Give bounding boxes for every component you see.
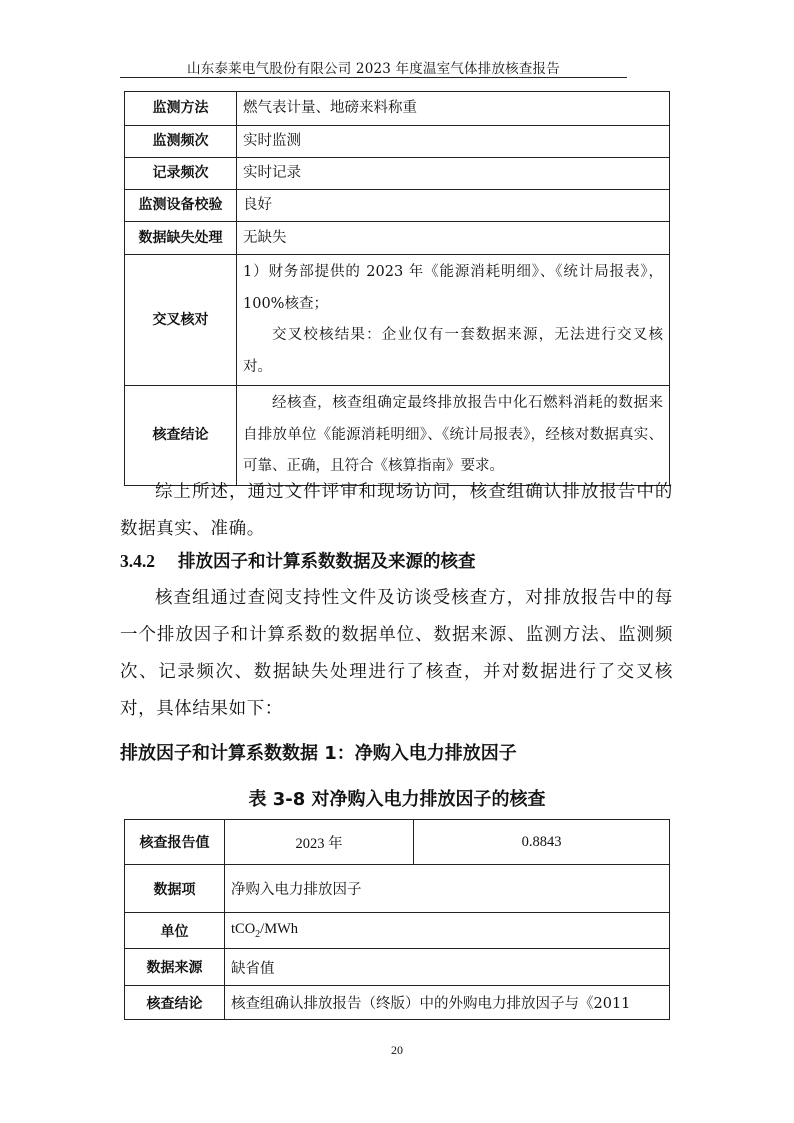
unit-subscript: 2: [255, 928, 261, 940]
table-row: [125, 820, 670, 865]
row-key: 监测设备校验: [125, 190, 237, 222]
table-row: [125, 949, 670, 986]
table-row: [125, 255, 670, 386]
cross-check-cell: [237, 255, 670, 386]
cross-check-line-1: 1）财务部提供的 2023 年《能源消耗明细》、《统计局报表》，100%核查；: [243, 264, 663, 312]
page-number: 20: [391, 1043, 403, 1057]
summary-paragraph: 综上所述，通过文件评审和现场访问，核查组确认排放报告中的数据真实、准确。: [120, 482, 673, 539]
row-value: 实时记录: [237, 158, 670, 190]
emission-factor-table: [124, 819, 670, 1020]
row-key: 监测频次: [125, 126, 237, 158]
subheading: 排放因子和计算系数数据 1：净购入电力排放因子: [120, 743, 517, 764]
row-key: 核查结论: [125, 986, 225, 1020]
row-key: 记录频次: [125, 158, 237, 190]
row-value: 无缺失: [237, 222, 670, 255]
unit-cell: [225, 913, 670, 949]
table-row: [125, 126, 670, 158]
table-row: [125, 92, 670, 126]
table-row: [125, 865, 670, 913]
row-value: 实时监测: [237, 126, 670, 158]
row-key: 数据缺失处理: [125, 222, 237, 255]
reported-value-cell: 0.8843: [414, 820, 670, 865]
row-key: 数据来源: [125, 949, 225, 986]
monitoring-table: [124, 91, 670, 486]
table-row: [125, 386, 670, 486]
conclusion-cell: 经核查，核查组确定最终排放报告中化石燃料消耗的数据来自排放单位《能源消耗明细》、《统计局报表》，经核对数据真实、可靠、正确，且符合《核算指南》要求。: [237, 386, 670, 486]
row-key: 核查结论: [125, 386, 237, 486]
table-row: [125, 913, 670, 949]
unit-prefix: tCO: [231, 921, 256, 938]
section-number: 3.4.2: [120, 551, 155, 571]
section-title: 排放因子和计算系数数据及来源的核查: [178, 552, 476, 572]
data-item-cell: 净购入电力排放因子: [225, 865, 670, 913]
row-key: 交叉核对: [125, 255, 237, 386]
unit-suffix: /MWh: [260, 921, 299, 938]
source-cell: 缺省值: [225, 949, 670, 986]
table-row: [125, 158, 670, 190]
table-row: [125, 222, 670, 255]
table-row: [125, 986, 670, 1020]
table-caption: 表 3-8 对净购入电力排放因子的核查: [248, 789, 546, 810]
row-key: 核查报告值: [125, 820, 225, 865]
row-value: 燃气表计量、地磅来料称重: [237, 92, 670, 126]
row-value: 良好: [237, 190, 670, 222]
row-key: 监测方法: [125, 92, 237, 126]
section-heading: [120, 548, 476, 573]
row-key: 单位: [125, 913, 225, 949]
conclusion-cell: 核查组确认排放报告（终版）中的外购电力排放因子与《2011: [225, 986, 670, 1020]
year-cell: 2023 年: [225, 820, 414, 865]
page-header: 山东泰莱电气股份有限公司 2023 年度温室气体排放核查报告: [187, 61, 560, 77]
section-paragraph: 核查组通过查阅支持性文件及访谈受核查方，对排放报告中的每一个排放因子和计算系数的数据单位、数据来源、监测方法、监测频次、记录频次、数据缺失处理进行了核查，并对数据进行了交叉核对，具体结果如下：: [120, 588, 673, 719]
header-rule: [120, 77, 627, 78]
row-key: 数据项: [125, 865, 225, 913]
cross-check-line-2: 交叉校核结果：企业仅有一套数据来源，无法进行交叉核对。: [243, 327, 663, 375]
table-row: [125, 190, 670, 222]
